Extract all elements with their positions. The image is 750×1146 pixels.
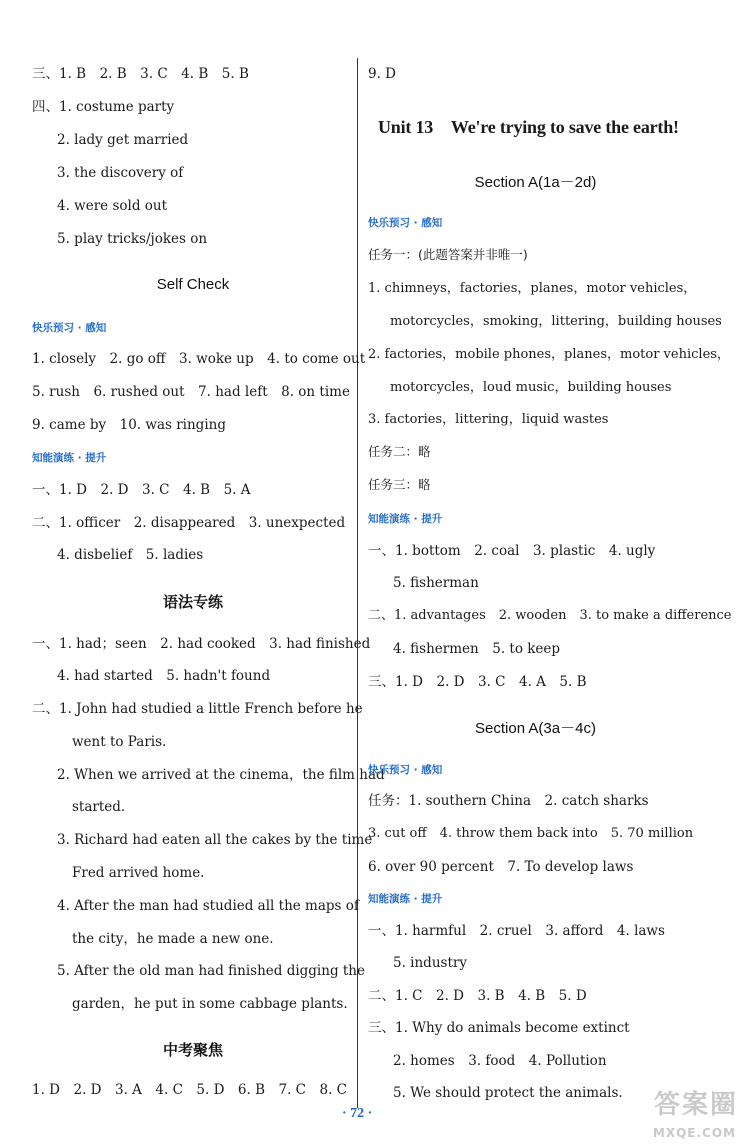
answer-line: 2. homes 3. food 4. Pollution <box>393 1053 607 1069</box>
section-tag: 知能演练 · 提升 <box>368 513 443 525</box>
answer-line: 任务二：略 <box>368 444 431 459</box>
answer-line: 1. chimneys，factories，planes，motor vehicles， <box>368 281 697 296</box>
unit-title: Unit 13 We're trying to save the earth! <box>378 117 679 137</box>
answer-line: 9. came by 10. was ringing <box>32 417 226 433</box>
answer-line: 1. closely 2. go off 3. woke up 4. to come out <box>32 351 366 367</box>
answer-line: 5. play tricks/jokes on <box>57 231 208 247</box>
section-tag: 知能演练 · 提升 <box>32 452 107 464</box>
answer-line: 一、1. harmful 2. cruel 3. afford 4. laws <box>368 923 665 939</box>
answer-line: 任务一：(此题答案并非唯一) <box>368 247 528 262</box>
answer-line: 5. industry <box>393 955 467 971</box>
answer-line: 2. factories，mobile phones，planes，motor vehicles， <box>368 347 730 362</box>
section-tag: 知能演练 · 提升 <box>368 893 443 905</box>
answer-line: 三、1. Why do animals become extinct <box>368 1020 630 1036</box>
answer-line: garden，he put in some cabbage plants. <box>72 996 348 1012</box>
watermark-domain: MXQE.COM <box>652 1126 736 1140</box>
answer-line: 9. D <box>368 66 396 82</box>
page-number: · 72 · <box>342 1106 373 1121</box>
watermark-logo <box>612 1082 742 1140</box>
answer-line: 1. D 2. D 3. A 4. C 5. D 6. B 7. C 8. C <box>32 1082 348 1098</box>
section-title-a1: Section A(1a－2d) <box>474 174 597 191</box>
section-tag: 快乐预习 · 感知 <box>368 217 443 229</box>
answer-line: 5. After the old man had finished digging the <box>57 963 365 979</box>
section-title-grammar: 语法专练 <box>162 593 223 611</box>
answer-line: 一、1. bottom 2. coal 3. plastic 4. ugly <box>368 543 656 559</box>
answer-line: 5. We should protect the animals. <box>393 1085 623 1101</box>
answer-line: 二、1. C 2. D 3. B 4. B 5. D <box>368 988 587 1004</box>
answer-line: 三、1. D 2. D 3. C 4. A 5. B <box>368 674 587 690</box>
answer-line: 4. disbelief 5. ladies <box>57 547 204 563</box>
answer-line: 2. lady get married <box>57 132 189 148</box>
answer-line: 3. the discovery of <box>57 165 184 181</box>
answer-line: 3. factories，littering，liquid wastes <box>368 412 609 427</box>
answer-line: 2. When we arrived at the cinema，the film had <box>57 767 385 783</box>
section-title-self-check: Self Check <box>156 276 230 293</box>
answer-line: 4. had started 5. hadn't found <box>57 668 271 684</box>
answer-line: 3. cut off 4. throw them back into 5. 70 million <box>368 826 694 841</box>
answer-line: 4. After the man had studied all the maps of <box>57 898 359 914</box>
answer-line: 任务三：略 <box>368 477 431 492</box>
answer-line: 任务：1. southern China 2. catch sharks <box>368 793 649 809</box>
answer-line: motorcycles，smoking，littering，building houses <box>390 314 722 329</box>
section-title-a2: Section A(3a－4c) <box>475 720 596 737</box>
answer-line: 二、1. advantages 2. wooden 3. to make a difference <box>368 608 732 623</box>
section-tag: 快乐预习 · 感知 <box>368 764 443 776</box>
answer-line: 5. fisherman <box>393 575 479 591</box>
answer-line: the city，he made a new one. <box>72 931 274 947</box>
answer-line: 三、1. B 2. B 3. C 4. B 5. B <box>32 66 249 82</box>
answer-line: Fred arrived home. <box>72 865 205 881</box>
answer-line: 二、1. John had studied a little French before he <box>32 701 363 717</box>
section-tag: 快乐预习 · 感知 <box>32 322 107 334</box>
watermark-text: 答案圈 <box>653 1090 738 1120</box>
answer-line: 4. were sold out <box>57 198 168 214</box>
column-divider <box>357 58 358 1108</box>
answer-line: 一、1. had；seen 2. had cooked 3. had finished <box>32 636 371 652</box>
answer-line: motorcycles，loud music，building houses <box>390 380 672 395</box>
answer-line: 一、1. D 2. D 3. C 4. B 5. A <box>32 482 251 498</box>
answer-line: went to Paris. <box>72 734 167 750</box>
answer-line: 4. fishermen 5. to keep <box>393 641 561 657</box>
answer-line: 5. rush 6. rushed out 7. had left 8. on time <box>32 384 350 400</box>
answer-line: 四、1. costume party <box>32 99 175 115</box>
answer-line: started. <box>72 799 126 815</box>
answer-line: 6. over 90 percent 7. To develop laws <box>368 859 634 875</box>
answer-line: 二、1. officer 2. disappeared 3. unexpected <box>32 515 346 531</box>
section-title-exam-focus: 中考聚焦 <box>162 1041 223 1059</box>
answer-line: 3. Richard had eaten all the cakes by the time <box>57 832 373 848</box>
